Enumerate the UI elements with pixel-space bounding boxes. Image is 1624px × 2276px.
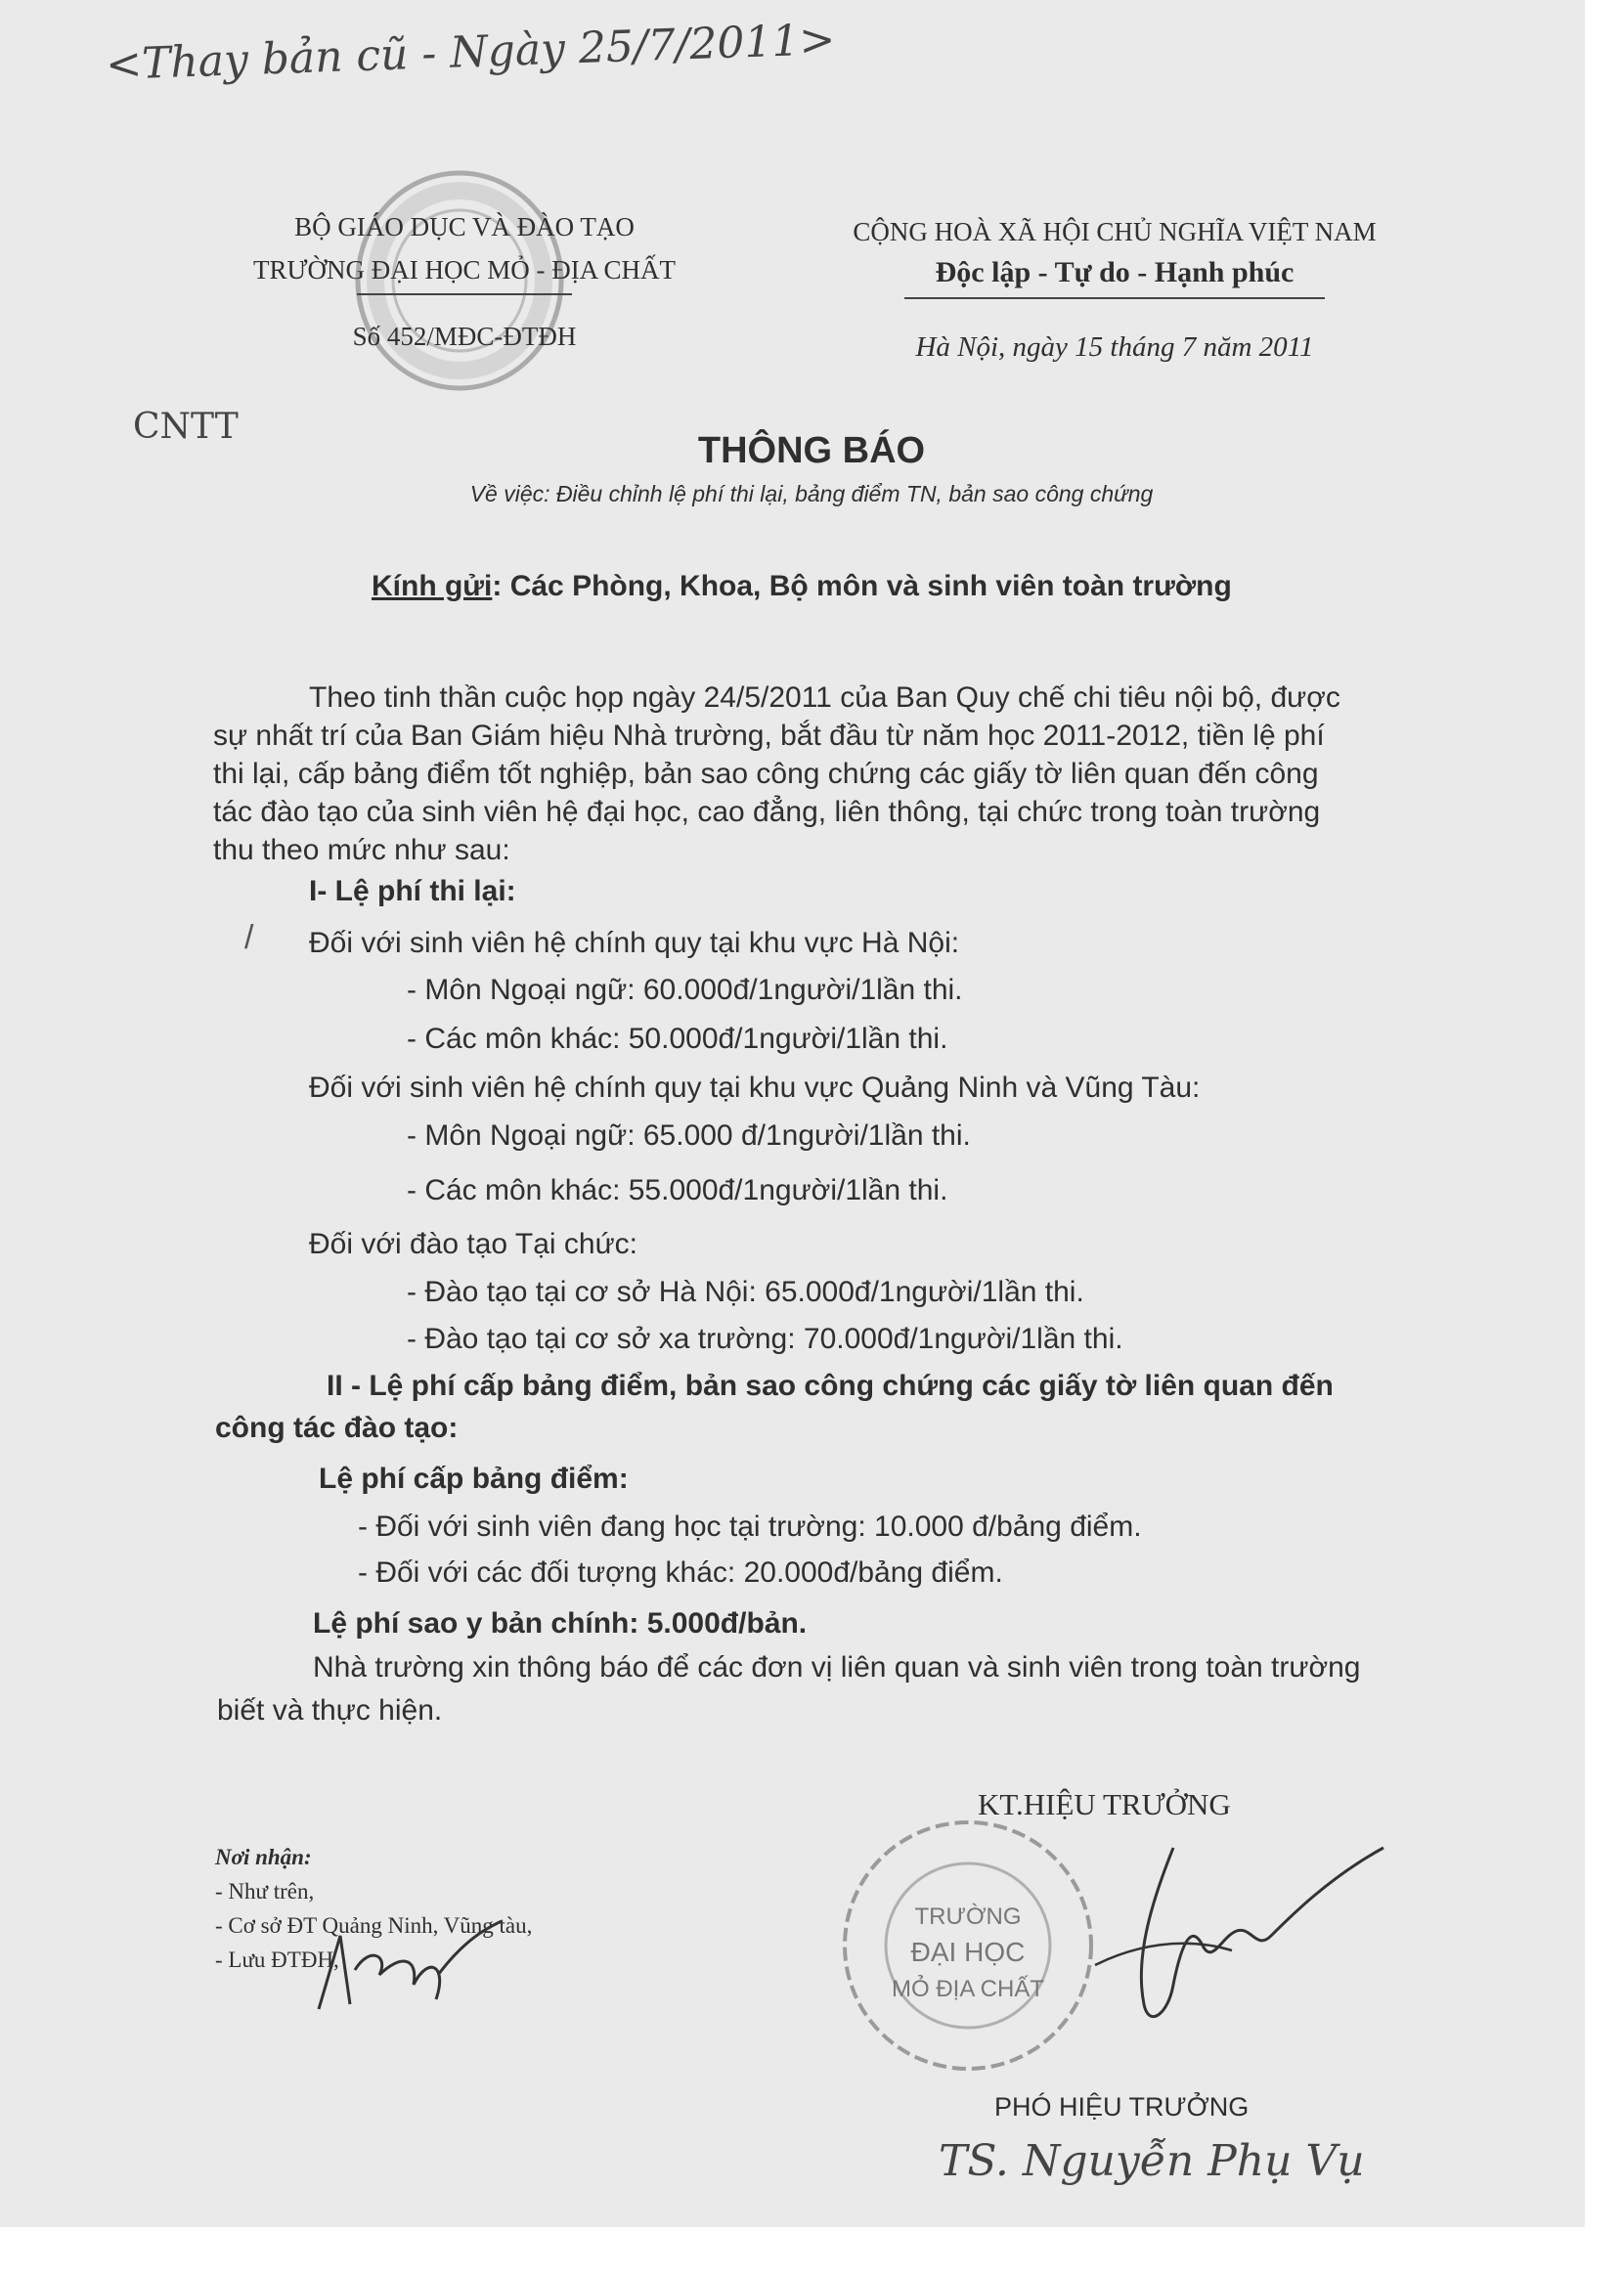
signer-name: TS. Nguyễn Phụ Vụ bbox=[939, 2136, 1365, 2186]
intro-line: sự nhất trí của Ban Giám hiệu Nhà trường, bắt đầu từ năm học 2011-2012, tiền lệ phí bbox=[213, 720, 1325, 752]
scan-margin-right bbox=[1585, 0, 1624, 2276]
section1-group1-item: - Môn Ngoại ngữ: 60.000đ/1người/1lần thi. bbox=[407, 974, 963, 1006]
handwritten-note: <Thay bản cũ - Ngày 25/7/2011> bbox=[105, 14, 837, 91]
svg-text:TRƯỜNG: TRƯỜNG bbox=[914, 1904, 1022, 1930]
recipients-title: Nơi nhận: bbox=[215, 1845, 312, 1869]
section1-group3-item: - Đào tạo tại cơ sở xa trường: 70.000đ/1người/1lần thi. bbox=[407, 1323, 1123, 1355]
signature-scribble bbox=[1075, 1838, 1388, 2038]
section2-heading: II - Lệ phí cấp bảng điểm, bản sao công chứng các giấy tờ liên quan đến bbox=[327, 1370, 1334, 1402]
recipient-line bbox=[372, 570, 1232, 603]
document-title: THÔNG BÁO bbox=[697, 430, 926, 471]
check-mark: / bbox=[244, 919, 254, 956]
recipient-text: : Các Phòng, Khoa, Bộ môn và sinh viên toàn trường bbox=[492, 570, 1232, 602]
intro-line: tác đào tạo của sinh viên hệ đại học, cao đẳng, liên thông, tại chức trong toàn trường bbox=[213, 796, 1321, 828]
header-left-rule bbox=[357, 293, 572, 295]
closing-line: biết và thực hiện. bbox=[217, 1694, 443, 1727]
header-left bbox=[200, 205, 728, 358]
intro-line: Theo tinh thần cuộc họp ngày 24/5/2011 của Ban Quy chế chi tiêu nội bộ, được bbox=[309, 681, 1340, 714]
document-number: Số 452/MĐC-ĐTĐH bbox=[352, 322, 577, 351]
recipient-label: Kính gửi bbox=[372, 570, 493, 602]
signature-position: PHÓ HIỆU TRƯỞNG bbox=[994, 2092, 1250, 2122]
intro-line: thi lại, cấp bảng điểm tốt nghiệp, bản sao công chứng các giấy tờ liên quan đến công bbox=[213, 758, 1319, 790]
nation-motto: Độc lập - Tự do - Hạnh phúc bbox=[935, 256, 1295, 288]
section1-group1: Đối với sinh viên hệ chính quy tại khu vực Hà Nội: bbox=[309, 927, 960, 959]
section1-group2-item: - Môn Ngoại ngữ: 65.000 đ/1người/1lần thi. bbox=[407, 1119, 971, 1152]
intro-line: thu theo mức như sau: bbox=[213, 834, 510, 866]
section2-sub1-item: - Đối với sinh viên đang học tại trường: 10.000 đ/bảng điểm. bbox=[358, 1510, 1142, 1543]
ministry-name: BỘ GIÁO DỤC VÀ ĐÀO TẠO bbox=[294, 212, 635, 241]
header-right bbox=[812, 211, 1418, 368]
header-right-rule bbox=[904, 297, 1325, 299]
section1-group2-item: - Các môn khác: 55.000đ/1người/1lần thi. bbox=[407, 1174, 948, 1206]
section1-heading: I- Lệ phí thi lại: bbox=[309, 875, 516, 907]
section1-group3-item: - Đào tạo tại cơ sở Hà Nội: 65.000đ/1người/1lần thi. bbox=[407, 1276, 1084, 1308]
school-name: TRƯỜNG ĐẠI HỌC MỎ - ĐỊA CHẤT bbox=[253, 255, 676, 284]
place-date: Hà Nội, ngày 15 tháng 7 năm 2011 bbox=[915, 331, 1314, 363]
nation-name: CỘNG HOÀ XÃ HỘI CHỦ NGHĨA VIỆT NAM bbox=[853, 217, 1377, 246]
section1-group3: Đối với đào tạo Tại chức: bbox=[309, 1228, 638, 1260]
section2-sub1-item: - Đối với các đối tượng khác: 20.000đ/bảng điểm. bbox=[358, 1556, 1003, 1589]
svg-text:ĐẠI HỌC: ĐẠI HỌC bbox=[910, 1937, 1026, 1967]
margin-note: CNTT bbox=[133, 407, 239, 447]
scan-margin-bottom bbox=[0, 2227, 1624, 2276]
section2-sub2: Lệ phí sao y bản chính: 5.000đ/bản. bbox=[313, 1607, 808, 1640]
section1-group1-item: - Các môn khác: 50.000đ/1người/1lần thi. bbox=[407, 1023, 948, 1055]
recipients-item: - Cơ sở ĐT Quảng Ninh, Vũng tàu, bbox=[215, 1913, 533, 1938]
closing-line: Nhà trường xin thông báo để các đơn vị liên quan và sinh viên trong toàn trường bbox=[313, 1651, 1361, 1684]
document-subject: Về việc: Điều chỉnh lệ phí thi lại, bảng điểm TN, bản sao công chứng bbox=[469, 481, 1154, 506]
signature-title-top: KT.HIỆU TRƯỞNG bbox=[978, 1787, 1231, 1821]
recipients-item: - Như trên, bbox=[215, 1879, 315, 1904]
intro-paragraph bbox=[213, 678, 1340, 869]
section2-sub1: Lệ phí cấp bảng điểm: bbox=[319, 1463, 629, 1495]
section2-heading-cont: công tác đào tạo: bbox=[215, 1412, 459, 1444]
recipients-item: - Lưu ĐTĐH, bbox=[215, 1948, 339, 1972]
school-stamp bbox=[831, 1809, 1105, 2082]
section1-group2: Đối với sinh viên hệ chính quy tại khu vực Quảng Ninh và Vũng Tàu: bbox=[309, 1072, 1201, 1104]
initials-scribble bbox=[311, 1916, 506, 2029]
svg-text:MỎ ĐỊA CHẤT: MỎ ĐỊA CHẤT bbox=[891, 1976, 1045, 2002]
